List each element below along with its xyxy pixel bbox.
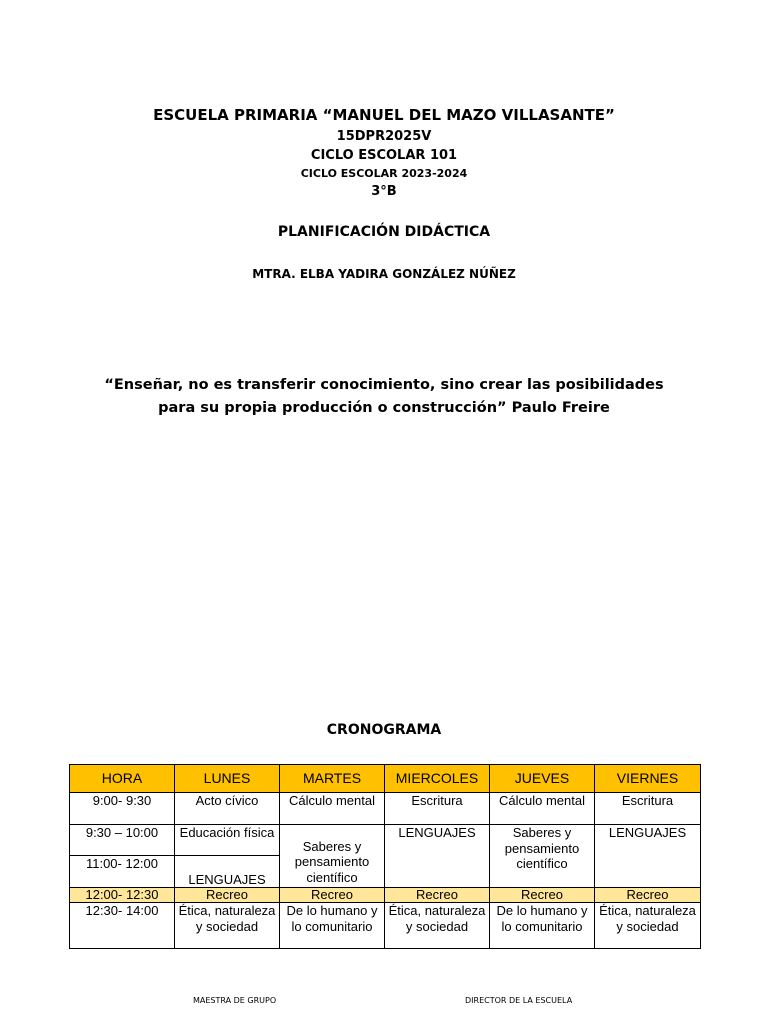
table-cell: Saberes y pensamiento científico xyxy=(280,825,385,888)
table-row xyxy=(70,825,701,856)
table-header-row xyxy=(70,765,701,793)
column-header-jueves: JUEVES xyxy=(490,765,595,793)
table-row xyxy=(70,903,701,949)
column-header-lunes: LUNES xyxy=(175,765,280,793)
table-cell: Recreo xyxy=(595,888,701,903)
table-cell: Acto cívico xyxy=(175,793,280,825)
table-cell: Escritura xyxy=(385,793,490,825)
time-cell: 11:00- 12:00 xyxy=(70,856,175,888)
table-cell: Escritura xyxy=(595,793,701,825)
table-row-recreo xyxy=(70,888,701,903)
table-cell: Educación física xyxy=(175,825,280,856)
schedule-table xyxy=(69,764,701,949)
table-cell: Recreo xyxy=(490,888,595,903)
table-row xyxy=(70,793,701,825)
table-cell: De lo humano y lo comunitario xyxy=(490,903,595,949)
plan-title: PLANIFICACIÓN DIDÁCTICA xyxy=(277,224,491,240)
school-cycle-line1: CICLO ESCOLAR 101 xyxy=(310,148,458,163)
signature-teacher-label: MAESTRA DE GRUPO xyxy=(193,996,277,1005)
table-cell: LENGUAJES xyxy=(175,856,280,888)
table-cell: Saberes y pensamiento científico xyxy=(490,825,595,888)
schedule-title: CRONOGRAMA xyxy=(326,722,442,738)
quote: “Enseñar, no es transferir conocimiento, sino crear las posibilidades para su propia producción o construcción” Paulo Freire xyxy=(104,377,664,416)
column-header-hora: HORA xyxy=(70,765,175,793)
time-cell: 9:00- 9:30 xyxy=(70,793,175,825)
table-cell: Recreo xyxy=(385,888,490,903)
table-cell: De lo humano y lo comunitario xyxy=(280,903,385,949)
table-cell: Ética, naturaleza y sociedad xyxy=(595,903,701,949)
table-cell: Ética, naturaleza y sociedad xyxy=(385,903,490,949)
school-name: ESCUELA PRIMARIA “MANUEL DEL MAZO VILLASANTE” xyxy=(153,106,615,124)
table-cell: Ética, naturaleza y sociedad xyxy=(175,903,280,949)
table-cell: Cálculo mental xyxy=(280,793,385,825)
column-header-miercoles: MIERCOLES xyxy=(385,765,490,793)
school-code: 15DPR2025V xyxy=(336,129,432,144)
teacher-name: MTRA. ELBA YADIRA GONZÁLEZ NÚÑEZ xyxy=(252,267,516,281)
table-cell: Recreo xyxy=(280,888,385,903)
table-cell: Cálculo mental xyxy=(490,793,595,825)
column-header-viernes: VIERNES xyxy=(595,765,701,793)
signature-director-label: DIRECTOR DE LA ESCUELA xyxy=(465,996,573,1005)
table-cell: LENGUAJES xyxy=(385,825,490,888)
column-header-martes: MARTES xyxy=(280,765,385,793)
table-cell: Recreo xyxy=(175,888,280,903)
school-cycle-line2: CICLO ESCOLAR 2023-2024 xyxy=(300,167,468,180)
time-cell: 9:30 – 10:00 xyxy=(70,825,175,856)
table-cell: LENGUAJES xyxy=(595,825,701,888)
time-cell: 12:00- 12:30 xyxy=(70,888,175,903)
grade-group: 3°B xyxy=(371,184,397,199)
time-cell: 12:30- 14:00 xyxy=(70,903,175,949)
